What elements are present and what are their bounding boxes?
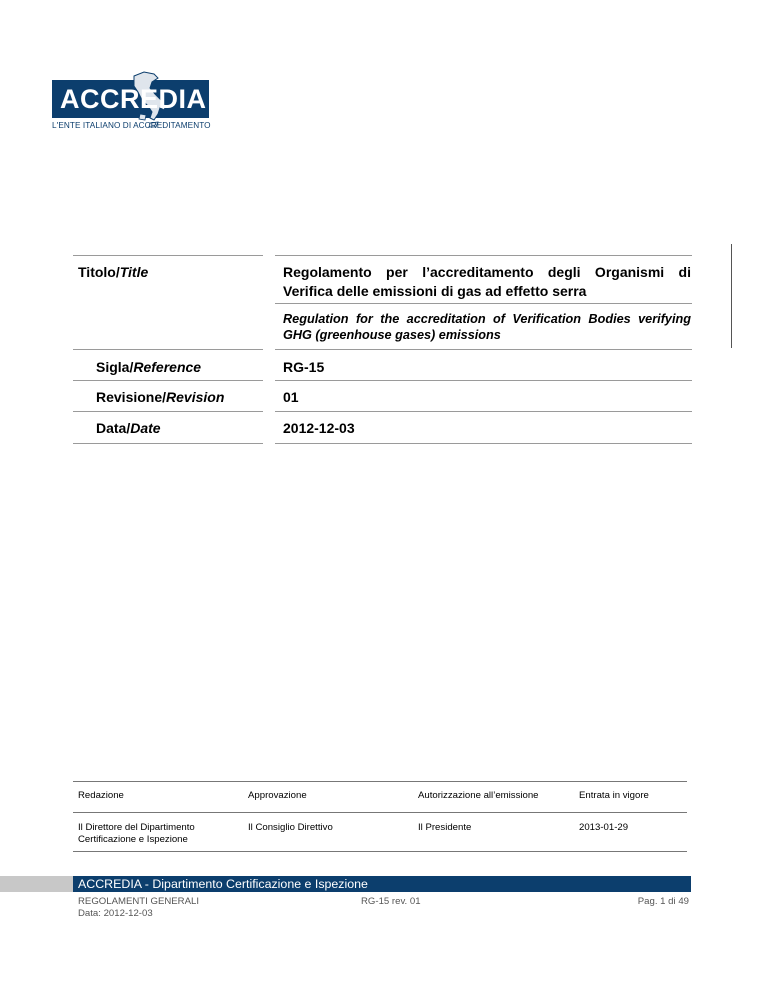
header-redazione: Redazione xyxy=(78,790,124,801)
footer-series: REGOLAMENTI GENERALI xyxy=(78,896,200,907)
header-autorizzazione: Autorizzazione all’emissione xyxy=(418,790,539,801)
revision-value: 01 xyxy=(283,389,299,405)
margin-bar xyxy=(731,244,732,348)
value-approvazione: Il Consiglio Direttivo xyxy=(248,822,333,833)
table-divider xyxy=(73,851,687,852)
value-entrata: 2013-01-29 xyxy=(579,822,629,833)
divider xyxy=(275,255,692,256)
logo-wordmark: ACCREDIA xyxy=(60,84,207,114)
logo-tagline: L'ENTE ITALIANO DI ACCREDITAMENTO xyxy=(52,121,211,130)
header-approvazione: Approvazione xyxy=(248,790,307,801)
value-redazione: Il Direttore del Dipartimento Certificazione e Ispezione xyxy=(78,822,195,845)
reference-label: Sigla/Reference xyxy=(96,359,202,375)
date-value: 2012-12-03 xyxy=(283,420,355,436)
value-autorizzazione: Il Presidente xyxy=(418,822,472,833)
title-label: Titolo/Title xyxy=(78,264,149,280)
divider xyxy=(275,443,692,444)
document-title-it: Regolamento per l’accreditamento degli Organismi di Verifica delle emissioni di gas ad effetto serra xyxy=(283,264,691,299)
divider xyxy=(275,411,692,412)
document-title-en: Regulation for the accreditation of Verification Bodies verifying GHG (greenhouse gases) emissions xyxy=(283,312,691,342)
footer-date: Data: 2012-12-03 xyxy=(78,908,153,919)
divider xyxy=(275,349,692,350)
divider xyxy=(73,443,263,444)
date-label: Data/Date xyxy=(96,420,161,436)
footer-doc-rev: RG-15 rev. 01 xyxy=(361,896,421,907)
divider xyxy=(73,380,263,381)
footer-gray-band xyxy=(0,876,73,892)
footer-page-number: Pag. 1 di 49 xyxy=(637,896,689,907)
reference-value: RG-15 xyxy=(283,359,325,375)
revision-label: Revisione/Revision xyxy=(96,389,225,405)
divider xyxy=(73,349,263,350)
table-divider xyxy=(73,812,687,813)
table-divider xyxy=(73,781,687,782)
divider xyxy=(275,380,692,381)
divider xyxy=(73,411,263,412)
divider xyxy=(73,255,263,256)
footer-department: ACCREDIA - Dipartimento Certificazione e Ispezione xyxy=(78,877,368,891)
header-entrata: Entrata in vigore xyxy=(579,790,649,801)
divider xyxy=(275,303,692,304)
